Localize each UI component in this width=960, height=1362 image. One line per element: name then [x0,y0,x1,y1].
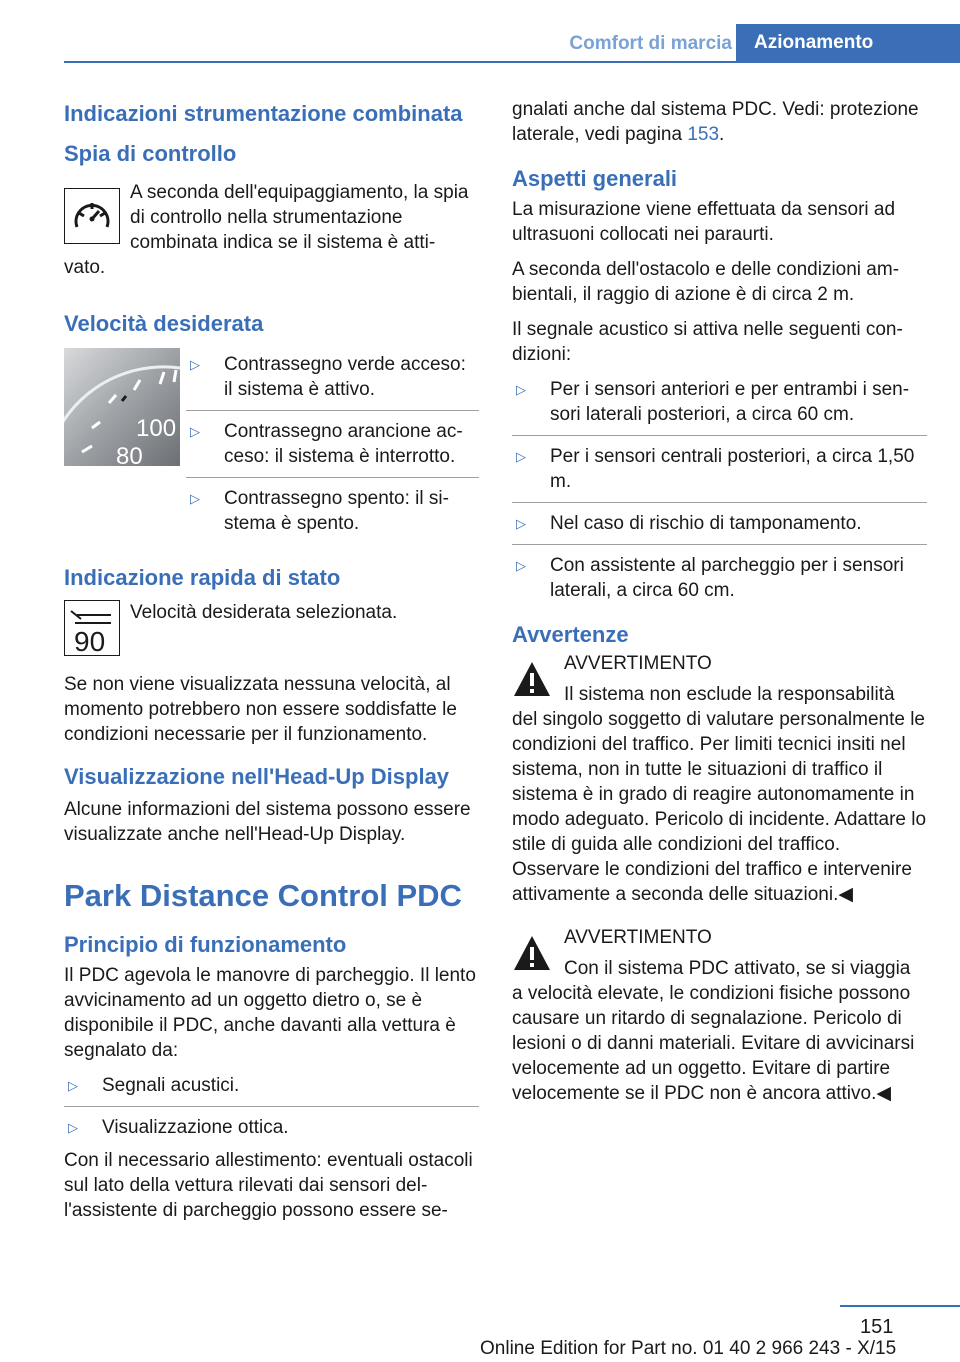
warning-block-2 [512,927,927,981]
rapida-paragraph: Se non viene visualizzata nessuna velocità, al momento potrebbero non essere soddisfatte le condizioni necessarie per il funzionamento. [64,674,457,745]
rapida-block [64,600,479,656]
bullet-triangle-icon: ▷ [516,516,526,531]
warning-first-line-2: Con il sistema PDC attivato, se si viaggia [564,958,911,979]
left-column [64,100,479,1233]
bullet-triangle-icon: ▷ [516,382,526,397]
gauge-label-100: 100 [136,415,177,442]
list-item: ▷ Contrassegno verde acceso: il sistema è attivo. [186,352,479,402]
heading-principio: Principio di funzionamento [64,932,347,957]
aspetti-paragraph-2: A seconda dell'ostacolo e delle condizioni ambientali, il raggio di azione è di circa 2 m. [512,259,900,305]
list-item: ▷ Contrassegno spento: il sistema è spento. [186,486,479,536]
divider [186,410,479,411]
heading-pdc: Park Distance Control PDC [64,878,462,913]
list-item: ▷ Segnali acustici. [64,1073,479,1098]
principio-paragraph-2: Con il necessario allestimento: eventuali ostacoli sul lato della vettura rilevati dai sensori dell'assistente di parcheggio possono essere se- [64,1150,473,1221]
warning-title-2: AVVERTIMENTO [564,927,712,948]
heading-hud: Visualizzazione nell'Head-Up Display [64,764,450,789]
bullet-triangle-icon: ▷ [190,491,200,506]
footer-edition: Online Edition for Part no. 01 40 2 966 243 - X/15 [480,1338,897,1359]
divider [186,477,479,478]
right-column [512,97,927,1116]
heading-spia: Spia di controllo [64,141,237,166]
page-number: 151 [860,1316,894,1338]
page-link[interactable]: 153 [687,124,720,145]
warning-text-2: a velocità elevate, le condizioni fisiche possono causare un ritardo di segnalazione. Pericolo di lesioni o di danni materiali. Evitare di avvicinarsi velocemente ad un oggetto. Evitare di partire velocemente se il PDC non è ancora attivo.◀ [512,983,915,1104]
list-item: ▷ Per i sensori centrali posteriori, a circa 1,50 m. [512,444,927,494]
principio-paragraph: Il PDC agevola le manovre di parcheggio. Il lento avvicinamento ad un oggetto dietro o, se è disponibile il PDC, anche davanti alla vettura è segnalato da: [64,965,476,1061]
warning-block-1 [512,653,927,707]
warning-text-1: del singolo soggetto di valutare personalmente le condizioni del traffico. Per limiti tecnici insiti nel sistema, non in tutte le situazioni di traffico il sistema è in grado di reagire autonomamente in modo adeguato. Pericolo di incidente. Adattare lo stile di guida alle condizioni del traffico. Osservare le condizioni del traffico e intervenire attivamente a seconda delle situazioni.◀ [512,709,927,905]
heading-aspetti: Aspetti generali [512,166,678,191]
spia-block [64,180,479,255]
divider [512,502,927,503]
header-rule [64,61,960,63]
cont-paragraph: gnalati anche dal sistema PDC. Vedi: protezione laterale, vedi pagina 153. [512,99,919,145]
divider [64,1106,479,1107]
heading-rapida: Indicazione rapida di stato [64,565,341,590]
heading-indicazioni: Indicazioni strumentazione combinata [64,101,463,126]
gauge-label-80: 80 [116,443,143,466]
cruise-control-icon [64,188,120,244]
speed-status-icon [64,600,120,656]
speed-status-number: 90 [74,626,106,655]
aspetti-paragraph-3: Il segnale acustico si attiva nelle seguenti condizioni: [512,319,903,365]
bullet-triangle-icon: ▷ [190,357,200,372]
bullet-triangle-icon: ▷ [68,1078,78,1093]
divider [512,435,927,436]
heading-velocita: Velocità desiderata [64,311,264,336]
aspetti-paragraph-1: La misurazione viene effettuata da sensori ad ultrasuoni collocati nei paraurti. [512,199,896,245]
divider [512,544,927,545]
bullet-triangle-icon: ▷ [516,558,526,573]
warning-triangle-icon [512,659,552,699]
list-item: ▷ Nel caso di rischio di tamponamento. [512,511,927,536]
bullet-triangle-icon: ▷ [190,424,200,439]
list-item: ▷ Contrassegno arancione acceso: il sistema è interrotto. [186,419,479,469]
rapida-text: Velocità desiderata selezionata. [130,602,398,623]
velocita-block [64,352,479,544]
spia-text-cont: vato. [64,257,106,278]
hud-paragraph: Alcune informazioni del sistema possono essere visualizzate anche nell'Head-Up Display. [64,799,471,845]
header-chapter-tab[interactable]: Azionamento [736,24,960,62]
warning-first-line-1: Il sistema non esclude la responsabilità [564,684,895,705]
bullet-triangle-icon: ▷ [516,449,526,464]
heading-avvertenze: Avvertenze [512,622,629,647]
header-section-tab[interactable]: Comfort di marcia [569,33,732,54]
footer-rule [840,1305,960,1307]
list-item: ▷ Visualizzazione ottica. [64,1115,479,1140]
spia-text: A seconda dell'equipaggiamento, la spia di controllo nella strumentazione combinata indica se il sistema è atti- [130,182,469,253]
warning-title-1: AVVERTIMENTO [564,653,712,674]
speedometer-image [64,348,180,466]
warning-triangle-icon [512,933,552,973]
list-item: ▷ Per i sensori anteriori e per entrambi i sensori laterali posteriori, a circa 60 cm. [512,377,927,427]
list-item: ▷ Con assistente al parcheggio per i sensori laterali, a circa 60 cm. [512,553,927,603]
bullet-triangle-icon: ▷ [68,1120,78,1135]
